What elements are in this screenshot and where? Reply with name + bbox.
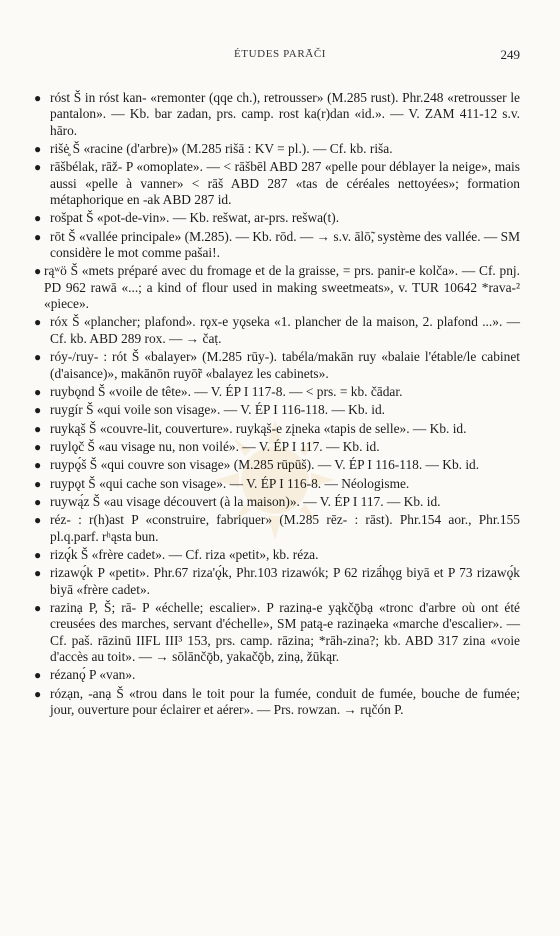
running-title: ÉTUDES PARĀČI — [233, 48, 327, 60]
bullet-icon: ● — [34, 494, 42, 509]
entry-text: ruykąš Š «couvre-lit, couverture». ruykąš-e zįneka «tapis de selle». — Kb. id. — [50, 420, 467, 436]
bullet-icon: ● — [34, 476, 42, 491]
entry-text: róx Š «plancher; plafond». rǫx-e yǫseka «1. plancher de la maison, 2. plafond ...». — Cf. kb. ABD 289 rox. — → čaṭ. — [50, 314, 520, 346]
bullet-icon: ● — [34, 229, 42, 244]
dictionary-entry — [34, 159, 520, 208]
entry-text: rizǫ́k Š «frère cadet». — Cf. riza «petit», kb. réza. — [50, 546, 319, 562]
dictionary-entry — [34, 546, 520, 563]
bullet-icon: ● — [34, 547, 42, 562]
running-header — [40, 48, 520, 70]
entry-text: ruylǫč Š «au visage nu, non voilé». — V. ÉP I 117. — Kb. id. — [50, 438, 380, 454]
dictionary-entry — [34, 685, 520, 719]
entry-text: rōt Š «vallée principale» (M.285). — Kb. rōd. — → s.v. ālō̃, système des vallée. — SM considère le mot comme pašai!. — [50, 228, 520, 261]
bullet-icon: ● — [34, 513, 42, 528]
dictionary-entry — [34, 349, 520, 382]
entry-text: rāšbélak, rāž- P «omoplate». — < rāšbēl ABD 287 «pelle pour déblayer la neige», mais aussi «pelle à vanner» < rāš ABD 287 «tas de céréales nettoyées»; formation métaphorique en -ak ABD 287 id. — [50, 159, 520, 208]
entry-text: rišė̥ Š «racine (d'arbre)» (M.285 rišā : KV = pl.). — Cf. kb. riša. — [50, 141, 393, 157]
bullet-icon: ● — [34, 160, 42, 175]
dictionary-entry — [34, 565, 520, 598]
entry-text: rizawǫ́k P «petit». Phr.67 riza'ǫ́k, Phr.103 rizawók; P 62 rizā́hǫg biyā et P 73 rizawǫ́k biyā «frère cadet». — [50, 565, 520, 597]
dictionary-entry — [34, 438, 520, 455]
bullet-icon: ● — [34, 439, 42, 454]
dictionary-entry — [34, 263, 520, 312]
dictionary-entries — [34, 90, 520, 720]
dictionary-entry — [34, 402, 520, 418]
entry-text: rózạn, -anạ Š «trou dans le toit pour la fumée, conduit de fumée, bouche de fumée; jour, ouverture pour éclairer et aérer». — Prs. rowzan. → rųčón P. — [50, 685, 520, 718]
dictionary-entry — [34, 475, 520, 492]
entry-text: ruybǫnd Š «voile de tête». — V. ÉP I 117-8. — < prs. = kb. čādar. — [50, 383, 403, 399]
bullet-icon: ● — [34, 421, 42, 436]
dictionary-entry — [34, 599, 520, 665]
bullet-icon: ● — [34, 600, 42, 615]
bullet-icon: ● — [34, 315, 42, 330]
entry-text: rąʷö Š «mets préparé avec du fromage et de la graisse, = prs. panir-e kolča». — Cf. pnj. PD 962 rawā «...; a kind of flour used in making sweetmeats», v. TUR 10642 *rava-² «piece». — [44, 263, 520, 312]
dictionary-entry — [34, 512, 520, 545]
entry-text: róy-/ruy- : rót Š «balayer» (M.285 rūy-). tabéla/makān ruy «balaie l'étable/le cabinet (d'aisance)», makānōn ruyō̃r «balayez les cabinets». — [50, 349, 520, 381]
page-number: 249 — [500, 47, 520, 62]
bullet-icon: ● — [34, 91, 42, 105]
dictionary-entry — [34, 141, 520, 157]
bullet-icon: ● — [34, 403, 42, 418]
dictionary-entry — [34, 667, 520, 683]
entry-text: ruygír Š «qui voile son visage». — V. ÉP I 116-118. — Kb. id. — [50, 402, 386, 418]
entry-text: réz- : r(h)ast P «construire, fabriquer» (M.285 rēz- : rāst). Phr.154 aor., Phr.155 pl.q.parf. rʰąsta bun. — [50, 512, 520, 544]
bullet-icon: ● — [34, 211, 42, 226]
dictionary-entry — [34, 457, 520, 473]
bullet-icon: ● — [34, 458, 42, 473]
dictionary-entry — [34, 493, 520, 510]
dictionary-entry — [34, 90, 520, 139]
bullet-icon: ● — [34, 566, 42, 581]
entry-text: ruypǫt Š «qui cache son visage». — V. ÉP I 116-8. — Néologisme. — [50, 475, 410, 491]
entry-text: ruywą́z Š «au visage découvert (à la maison)». — V. ÉP I 117. — Kb. id. — [50, 493, 441, 509]
dictionary-entry — [34, 314, 520, 347]
entry-text: róst Š in róst kan- «remonter (qqe ch.), retrousser» (M.285 rust). Phr.248 «retrousser le pantalon». — Kb. bar zadan, prs. camp. rost ka(r)dan «id.». — V. ZAM 411-12 s.v. hāro. — [50, 90, 520, 138]
bullet-icon: ● — [34, 384, 42, 399]
bullet-icon: ● — [34, 264, 42, 279]
entry-text: razinạ P, Š; rā- P «échelle; escalier». P razinạ-e yąkčǭbạ «tronc d'arbre où ont été creusées des marches, servant d'échelle», SM patą-e razinạeka «marche d'escalier». — Cf. paš. rāzinū IIFL III³ 153, prs. camp. rāzina; *rāh-zina?; kb. ABD 317 zina «voie d'accès au toit». — → sōlānčǭb, yakačǭb, zinạ, žūkąr. — [50, 599, 520, 664]
entry-text: ruypǫ́š Š «qui couvre son visage» (M.285 rūpūš). — V. ÉP I 116-118. — Kb. id. — [50, 457, 480, 473]
bullet-icon: ● — [34, 686, 42, 701]
dictionary-entry — [34, 420, 520, 437]
bullet-icon: ● — [34, 668, 42, 683]
dictionary-entry — [34, 383, 520, 400]
entry-text: rézanǫ́ P «van». — [50, 667, 136, 683]
dictionary-entry — [34, 228, 520, 262]
bullet-icon: ● — [34, 142, 42, 157]
bullet-icon: ● — [34, 350, 42, 365]
entry-text: rošpat Š «pot-de-vin». — Kb. rešwat, ar-prs. rešwa(t). — [50, 210, 340, 226]
dictionary-entry — [34, 210, 520, 226]
